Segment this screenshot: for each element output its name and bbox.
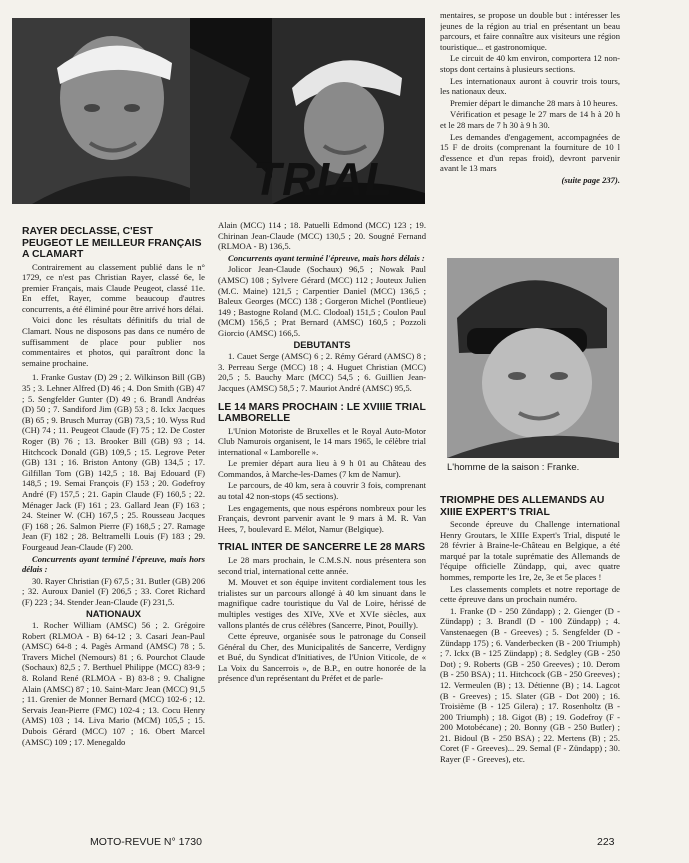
paragraph: M. Mouvet et son équipe invitent cordialement tous les trialistes sur un parcours allongé à 40 km sinuant dans le magnifique cadre touristique du Val de Loire, hérissé de multiples vestiges des XIVe, XVe et XVIe siècles, aux vallons plantés de crus célèbres (Sancerre, Pinot, Pouilly). (218, 577, 426, 630)
results-list: Jolicor Jean-Claude (Sochaux) 96,5 ; Nowak Paul (AMSC) 108 ; Sylvere Gérard (MCC) 112 ; Jouteux Julien (M.C. Maine) 121,5 ; Carpentier Daniel (MCC) 136,5 ; Baleux Georges (MCC) 138 ; Gorgeron Michel (Pontlieue) 149 ; Bastogne Roland (M.C. Clodoal) 151,5 ; Coulon Paul (MCM) 156,5 ; Prat Bernard (AMSC) 160,5 ; Pozzoli Giorcio (AMSC) 166,5. (218, 264, 426, 338)
paragraph: Seconde épreuve du Challenge international Henry Groutars, le XIIIe Expert's Trial, disputé le 28 février à Braine-le-Château en Belgique, a été marqué par la totale suprématie des Allemands de l'équipe officielle Zündapp, qui, avec quatre hommes, remporte les 1re, 2e, 3e et 5e places ! (440, 519, 620, 582)
results-list: Alain (MCC) 114 ; 18. Patuelli Edmond (MCC) 123 ; 19. Chirinan Jean-Claude (MCC) 130,5 ; 20. Sougné Fernand (RLMOA - B) 136,5. (218, 220, 426, 252)
paragraph: Les classements complets et notre reportage de cette épreuve dans un prochain numéro. (440, 583, 620, 605)
paragraph: Les demandes d'engagement, accompagnées de 15 F de droits (comprenant la fourniture de 10 l d'essence et d'un repas froid), devront parvenir avant le 13 mars (440, 131, 620, 174)
photo-franke (447, 258, 619, 458)
paragraph: Les engagements, que nous espérons nombreux pour les Français, devront parvenir avant le 9 mars à M. R. Van Hees, 7, boulevard E. Mélot, Namur (Belgique). (218, 502, 426, 534)
paragraph: Le premier départ aura lieu à 9 h 01 au Château des Commandos, à Marche-les-Dames (7 km de Namur). (218, 458, 426, 479)
paragraph: Les internationaux auront à couvrir trois tours, les nationaux deux. (440, 75, 620, 97)
results-list: 1. Franke (D - 250 Zündapp) ; 2. Gienger (D - Zündapp) ; 3. Brandl (D - 100 Zündapp) ; 4. Vanstenaegen (B - Greeves) ; 5. Sengfelder (D - Zündapp 175) ; 6. Vanderbecken (B - 200 Triumph) ; 7. Ickx (B - 125 Zündapp) ; 8. Sedgley (GB - 250 Dot) ; 9. Roberts (GB - 250 Greeves) ; 10. Derom (B - 250 BSA) ; 11. Hitchcock (GB - 250 Greeves) ; 12. Vermeulen (B) ; 13. Détienne (B) ; 14. Lagcot (B - Greeves) ; 15. Slater (GB - Dot 200) ; 16. Troisième (B - 125 Gilera) ; 17. Rosenholtz (B - 200 Triumph) ; 18. Gigot (B) ; 19. Godefroy (F - 200 Motobécane) ; 20. Bonny (GB - 250 Butler) ; 21. Bidoul (B - 250 BSA) ; 22. Mertens (B) ; 25. Coret (F - Greeves)... 29. Semal (F - Zündapp) ; 30. Rayer (F - Greeves), etc. (440, 605, 620, 765)
column-middle (218, 220, 426, 832)
results-list: 1. Cauet Serge (AMSC) 6 ; 2. Rémy Gérard (AMSC) 8 ; 3. Perreau Serge (MCC) 18 ; 4. Huguet Christian (MCC) 20,5 ; 5. Bauchy Marc (MCC) 54,5 ; 6. Guillien Jean-Jacques (AMSC) 58,5 ; 7. Mauriot André (AMSC) 95,5. (218, 351, 426, 393)
article-heading-experts-trial: TRIOMPHE DES ALLEMANDS AU XIIIE EXPERT'S TRIAL (440, 495, 605, 518)
section-title: TRIAL (253, 153, 394, 205)
paragraph: mentaires, se propose un double but : intéresser les jeunes de la région au trial en présentant un beau parcours, et faire connaître aux visiteurs une région touristique... et gastronomique. (440, 10, 620, 52)
paragraph: Premier départ le dimanche 28 mars à 10 heures. (450, 97, 618, 108)
photo-caption: L'homme de la saison : Franke. (447, 462, 580, 473)
paragraph: Cette épreuve, organisée sous le patronage du Conseil Général du Cher, des Municipalités de Sancerre, Verdigny et Bué, du Syndicat d'Initiatives, de l'Union Viticole, de « La Voix du Sancerrois », de B.P., en outre honorée de la présence d'un représentant du Préfet et de parle- (218, 631, 426, 684)
subheading-hors-delais: Concurrents ayant terminé l'épreuve, mais hors délais : (228, 252, 425, 263)
footer-page-number: 223 (597, 836, 615, 848)
subheading-debutants: DEBUTANTS (293, 338, 351, 350)
column-right-bottom (440, 495, 620, 833)
subheading-hors-delais: Concurrents ayant terminé l'épreuve, mais hors délais : (22, 553, 205, 575)
footer-magazine: MOTO-REVUE N° 1730 (90, 836, 202, 848)
header-photo-rider-left (12, 18, 190, 204)
continued-reference: (suite page 237). (561, 174, 620, 185)
column-left (22, 226, 205, 831)
article-heading-clamart: RAYER DECLASSE, C'EST PEUGEOT LE MEILLEUR FRANÇAIS A CLAMART (22, 226, 202, 260)
results-list: 30. Rayer Christian (F) 67,5 ; 31. Butler (GB) 206 ; 32. Auroux Daniel (F) 206,5 ; 33. Coret Richard (F) 223 ; 34. Stender Jean-Claude (F) 231,5. (22, 575, 205, 607)
paragraph: Voici donc les résultats définitifs du trial de Clamart. Nous ne disposons pas dans ce numéro de suffisamment de place pour publier nos commentaires et photos, qui paraîtront donc la semaine prochaine. (22, 315, 205, 368)
subheading-nationaux: NATIONAUX (85, 607, 142, 619)
paragraph: Le parcours, de 40 km, sera à couvrir 3 fois, comprenant au total 42 non-stops (45 sections). (218, 480, 426, 502)
column-right-top (440, 10, 620, 250)
paragraph: Contrairement au classement publié dans le n° 1729, ce n'est pas Christian Rayer, classé 6e, le premier Français, mais Claude Peugeot, classé 11e. En effet, Rayer, comme beaucoup d'autres concurrents, a été éliminé pour être arrivé hors délai. (22, 261, 205, 314)
results-list: 1. Franke Gustav (D) 29 ; 2. Wilkinson Bill (GB) 35 ; 3. Lehner Alfred (D) 46 ; 4. Don Smith (GB) 47 ; 5. Sengfelder Gunter (D) 49 ; 6. Brandl Andréas (D) 50 ; 7. Sandiford Jim (GB) 53 ; 8. Ickx Jacques (B) 65 ; 9. Brusch Murray (GB) 73,5 ; 10. Wyss Rud (CH) 74 ; 11. Peugeot Claude (F) 75 ; 12. De Coster Roger (B) 76 ; 13. Brooker Bill (GB) 93 ; 14. Hitchcock Donald (GB) 109,5 ; 15. Legrove Peter (GB) 131 ; 16. Briston Antony (GB) 134,5 ; 17. Gilfillan Tom (GB) 142,5 ; 18. Baj Edouard (F) 148,5 ; 19. Semai François (F) 153 ; 20. Godefroy André (F) 157,5 ; 21. Gapin Claude (F) 160,5 ; 22. Ménager Jack (F) 161 ; 23. Gallard Jean (F) 163 ; 24. Steiner W. (CH) 167,5 ; 25. Rousseau Jacques (F) 168 ; 26. Salmon Pierre (F) 168,5 ; 27. Ramage Jean (F) 182 ; 28. Beltramelli Louis (F) 183 ; 29. Fourgeaud Jean-Claude (F) 200. (22, 372, 205, 552)
paragraph: Vérification et pesage le 27 mars de 14 h à 20 h et le 28 mars de 7 h 30 à 9 h 30. (440, 109, 620, 130)
paragraph: Le circuit de 40 km environ, comportera 12 non-stops dont certains à plusieurs sections. (440, 53, 620, 74)
article-heading-lamborelle: LE 14 MARS PROCHAIN : LE XVIIIE TRIAL LAMBORELLE (218, 401, 426, 424)
article-heading-sancerre: TRIAL INTER DE SANCERRE LE 28 MARS (218, 542, 426, 554)
paragraph: L'Union Motoriste de Bruxelles et le Royal Auto-Motor Club Namurois organisent, le 14 mars 1965, le célèbre trial international « Lamborelle ». (218, 425, 426, 457)
paragraph: Le 28 mars prochain, le C.M.S.N. nous présentera son second trial, international cette année. (218, 554, 426, 576)
results-list: 1. Rocher William (AMSC) 56 ; 2. Grégoire Robert (RLMOA - B) 64-12 ; 3. Casari Jean-Paul (AMSC) 64-8 ; 4. Pagès Armand (AMSC) 78 ; 5. Travers Michel (Nemours) 81 ; 6. Pourchot Claude (Sochaux) 82,5 ; 7. Berthuel Philippe (MCC) 83-9 ; 8. Roland René (RLMOA - B) 83-8 ; 9. Chaligne Alain (AMSC) 87 ; 10. Saint-Marc Jean (MCC) 91,5 ; 11. Grenier de Monner Bernard (MCC) 102-6 ; 12. Servais Jean-Pierre (FMC) 102-4 ; 13. Cocu Henry (AMS) 103 ; 14. Liva Mario (MCM) 105,5 ; 15. Dubois Gérard (MCC) 107 ; 16. Obert Marcel (AMSC) 109 ; 17. Menegaldo (22, 620, 205, 747)
